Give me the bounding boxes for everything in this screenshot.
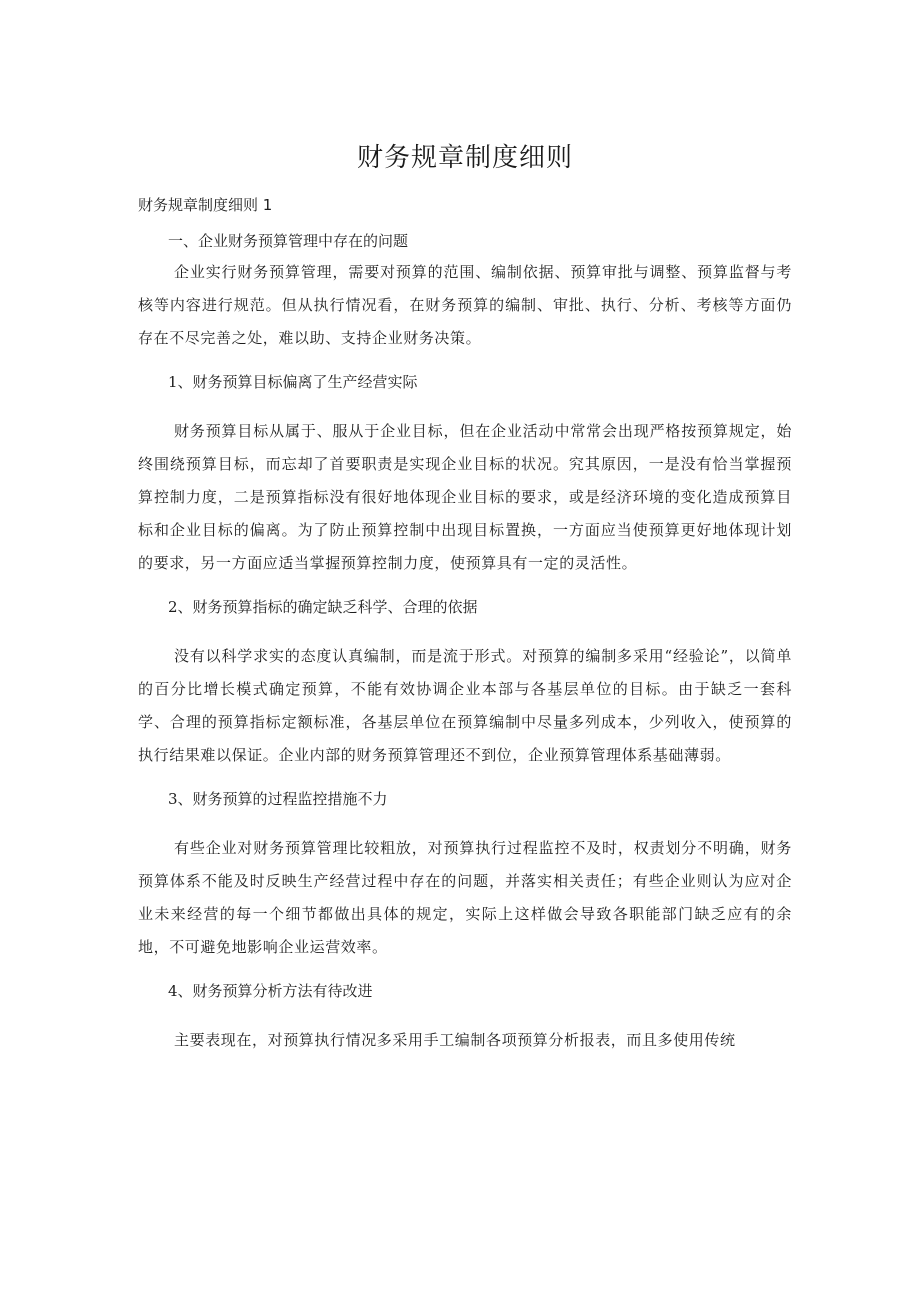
item-heading-4: 4、财务预算分析方法有待改进 [168, 982, 373, 1000]
item-body-1: 财务预算目标从属于、服从于企业目标，但在企业活动中常常会出现严格按预算规定，始终围绕预算目标，而忘却了首要职责是实现企业目标的状况。究其原因，一是没有恰当掌握预算控制力度，二是预算指标没有很好地体现企业目标的要求，或是经济环境的变化造成预算目标和企业目标的偏离。为了防止预算控制中出现目标置换，一方面应当使预算更好地体现计划的要求，另一方面应适当掌握预算控制力度，使预算具有一定的灵活性。 [138, 422, 792, 572]
document-title: 财务规章制度细则 [356, 143, 573, 173]
item-body-4: 主要表现在，对预算执行情况多采用手工编制各项预算分析报表，而且多使用传统 [174, 1031, 736, 1049]
section-heading: 一、企业财务预算管理中存在的问题 [168, 232, 409, 250]
item-heading-1: 1、财务预算目标偏离了生产经营实际 [168, 373, 418, 391]
item-body-2: 没有以科学求实的态度认真编制，而是流于形式。对预算的编制多采用“经验论”，以简单的百分比增长模式确定预算，不能有效协调企业本部与各基层单位的目标。由于缺乏一套科学、合理的预算指标定额标准，各基层单位在预算编制中尽量多列成本，少列收入，使预算的执行结果难以保证。企业内部的财务预算管理还不到位，企业预算管理体系基础薄弱。 [138, 647, 792, 764]
item-heading-2: 2、财务预算指标的确定缺乏科学、合理的依据 [168, 598, 478, 616]
intro-paragraph: 企业实行财务预算管理，需要对预算的范围、编制依据、预算审批与调整、预算监督与考核等内容进行规范。但从执行情况看，在财务预算的编制、审批、执行、分析、考核等方面仍存在不尽完善之处，难以助、支持企业财务决策。 [138, 263, 792, 347]
item-heading-3: 3、财务预算的过程监控措施不力 [168, 790, 388, 808]
item-body-3: 有些企业对财务预算管理比较粗放，对预算执行过程监控不及时，权责划分不明确，财务预算体系不能及时反映生产经营过程中存在的问题，并落实相关责任；有些企业则认为应对企业未来经营的每一个细节都做出具体的规定，实际上这样做会导致各职能部门缺乏应有的余地，不可避免地影响企业运营效率。 [138, 839, 792, 956]
document-subtitle: 财务规章制度细则 1 [138, 196, 273, 214]
